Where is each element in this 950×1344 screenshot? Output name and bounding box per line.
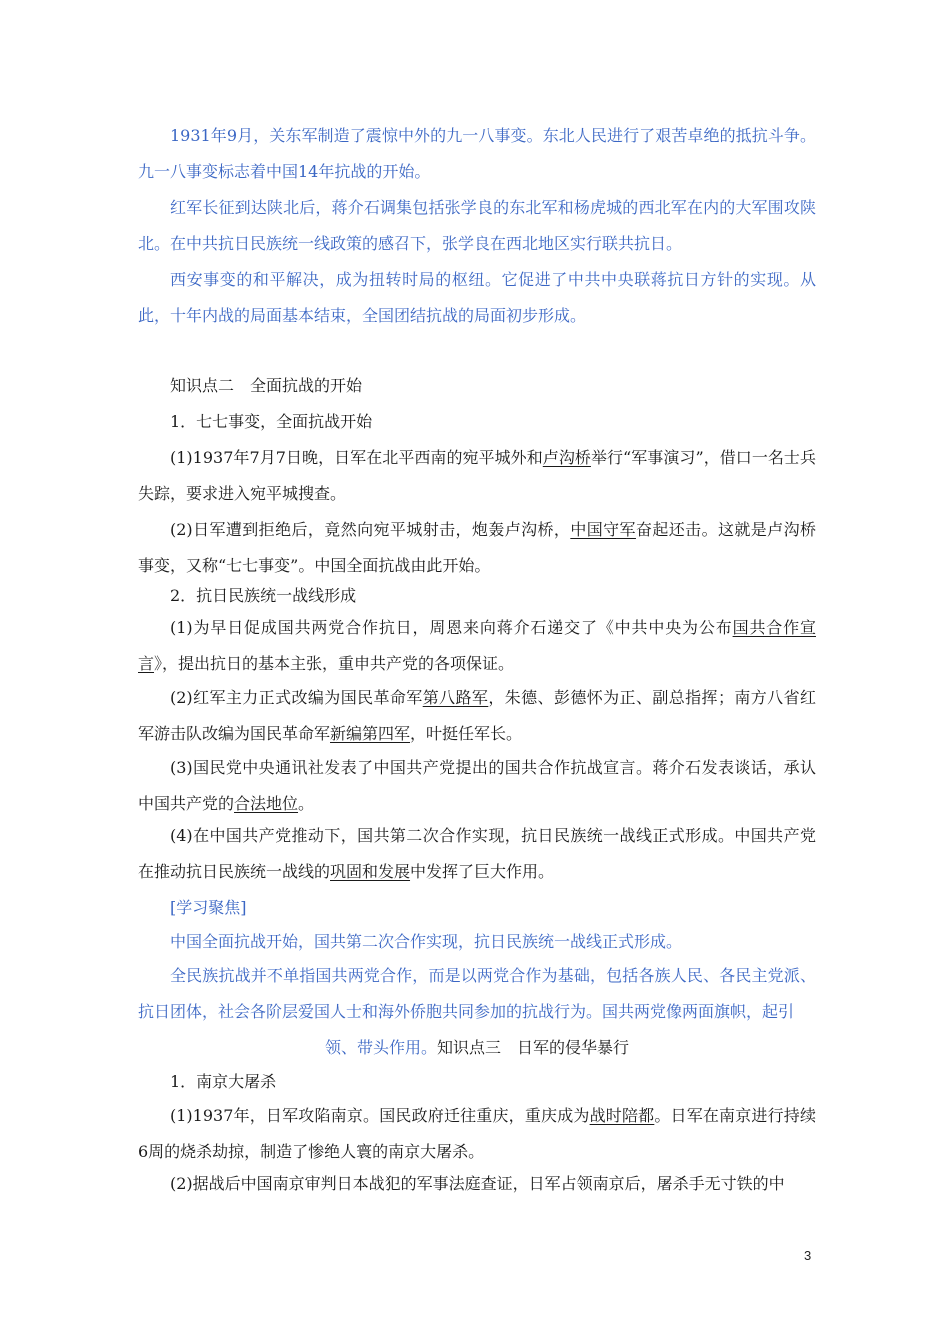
- text-part: 中发挥了巨大作用。: [410, 862, 555, 881]
- paragraph-918-incident: [138, 118, 816, 190]
- focus-label: [138, 890, 816, 926]
- paragraph-text: 全民族抗战并不单指国共两党合作，而是以两党合作为基础，包括各族人民、各民主党派、抗日团体，社会各阶层爱国人士和海外侨胞共同参加的抗战行为。国共两党像两面旗帜，起引: [138, 966, 816, 1021]
- text-part: ，朱德、彭德怀为正、副总指挥；南方八省红军游击队改编为国民革命军: [138, 688, 816, 743]
- paragraph-s1-2: [138, 512, 816, 584]
- text-part: ，叶挺任军长。: [410, 724, 523, 743]
- page-number: 3: [804, 1248, 812, 1263]
- heading-text: 2．抗日民族统一战线形成: [170, 586, 357, 605]
- underlined-term: 新编第四军: [330, 724, 411, 743]
- subheading-3: [138, 1064, 816, 1100]
- focus-tail-text: 领、带头作用。: [324, 1038, 437, 1057]
- underlined-term: 战时陪都: [589, 1106, 655, 1125]
- subheading-1: [138, 404, 816, 440]
- label-text: [学习聚焦]: [170, 898, 247, 917]
- underlined-term: 国共合作宣言: [138, 618, 816, 673]
- subheading-2: [138, 578, 816, 614]
- paragraph-s1-1: [138, 440, 816, 512]
- underlined-term: 中国守军: [570, 520, 636, 539]
- heading-text: 1．七七事变，全面抗战开始: [170, 412, 373, 431]
- text-part: 。: [298, 794, 315, 813]
- text-part: (3)国民党中央通讯社发表了中国共产党提出的国共合作抗战宣言。蒋介石发表谈话，承认中国共产党的: [138, 758, 816, 813]
- paragraph-xian-incident: [138, 262, 816, 334]
- focus-paragraph-1: [138, 924, 816, 960]
- heading-text: 知识点三 日军的侵华暴行: [437, 1038, 630, 1057]
- text-part: 》，提出抗日的基本主张，重申共产党的各项保证。: [154, 654, 515, 673]
- paragraph-text: 西安事变的和平解决，成为扭转时局的枢纽。它促进了中共中央联蒋抗日方针的实现。从此，十年内战的局面基本结束，全国团结抗战的局面初步形成。: [138, 270, 816, 325]
- paragraph-s2-1: [138, 610, 816, 682]
- text-part: (2)红军主力正式改编为国民革命军: [170, 688, 423, 707]
- underlined-term: 卢沟桥: [542, 448, 591, 467]
- paragraph-long-march: [138, 190, 816, 262]
- paragraph-s2-3: [138, 750, 816, 822]
- text-part: 。日军在南京进行持续6周的烧杀劫掠，制造了惨绝人寰的南京大屠杀。: [138, 1106, 816, 1161]
- text-part: (1)1937年，日军攻陷南京。国民政府迁往重庆，重庆成为: [170, 1106, 590, 1125]
- text-part: (1)1937年7月7日晚，日军在北平西南的宛平城外和: [170, 448, 543, 467]
- underlined-term: 第八路军: [422, 688, 489, 707]
- section-heading-2: [138, 368, 816, 404]
- paragraph-s2-2: [138, 680, 816, 752]
- text-part: (4)在中国共产党推动下，国共第二次合作实现，抗日民族统一战线正式形成。中国共产党在推动抗日民族统一战线的: [138, 826, 816, 881]
- text-part: 奋起还击。这就是卢沟桥事变，又称“七七事变”。中国全面抗战由此开始。: [138, 520, 816, 575]
- text-part: (1)为早日促成国共两党合作抗日，周恩来向蒋介石递交了《中共中央为公布: [170, 618, 733, 637]
- heading-text: 知识点二 全面抗战的开始: [170, 376, 363, 395]
- underlined-term: 巩固和发展: [330, 862, 411, 881]
- paragraph-s2-4: [138, 818, 816, 890]
- underlined-term: 合法地位: [234, 794, 299, 813]
- text-part: 举行“军事演习”，借口一名士兵失踪，要求进入宛平城搜查。: [138, 448, 816, 503]
- focus-paragraph-2: [138, 958, 816, 1030]
- paragraph-text: 1931年9月，关东军制造了震惊中外的九一八事变。东北人民进行了艰苦卓绝的抵抗斗争。九一八事变标志着中国14年抗战的开始。: [138, 126, 816, 181]
- focus-tail-and-heading-3: [138, 1030, 816, 1066]
- paragraph-text: (2)据战后中国南京审判日本战犯的军事法庭查证，日军占领南京后，屠杀手无寸铁的中: [170, 1174, 785, 1193]
- paragraph-s3-1: [138, 1098, 816, 1170]
- paragraph-s3-2: [138, 1166, 816, 1202]
- paragraph-text: 中国全面抗战开始，国共第二次合作实现，抗日民族统一战线正式形成。: [170, 932, 683, 951]
- paragraph-text: 红军长征到达陕北后，蒋介石调集包括张学良的东北军和杨虎城的西北军在内的大军围攻陕北。在中共抗日民族统一线政策的感召下，张学良在西北地区实行联共抗日。: [138, 198, 816, 253]
- heading-text: 1．南京大屠杀: [170, 1072, 277, 1091]
- text-part: (2)日军遭到拒绝后，竟然向宛平城射击，炮轰卢沟桥，: [170, 520, 571, 539]
